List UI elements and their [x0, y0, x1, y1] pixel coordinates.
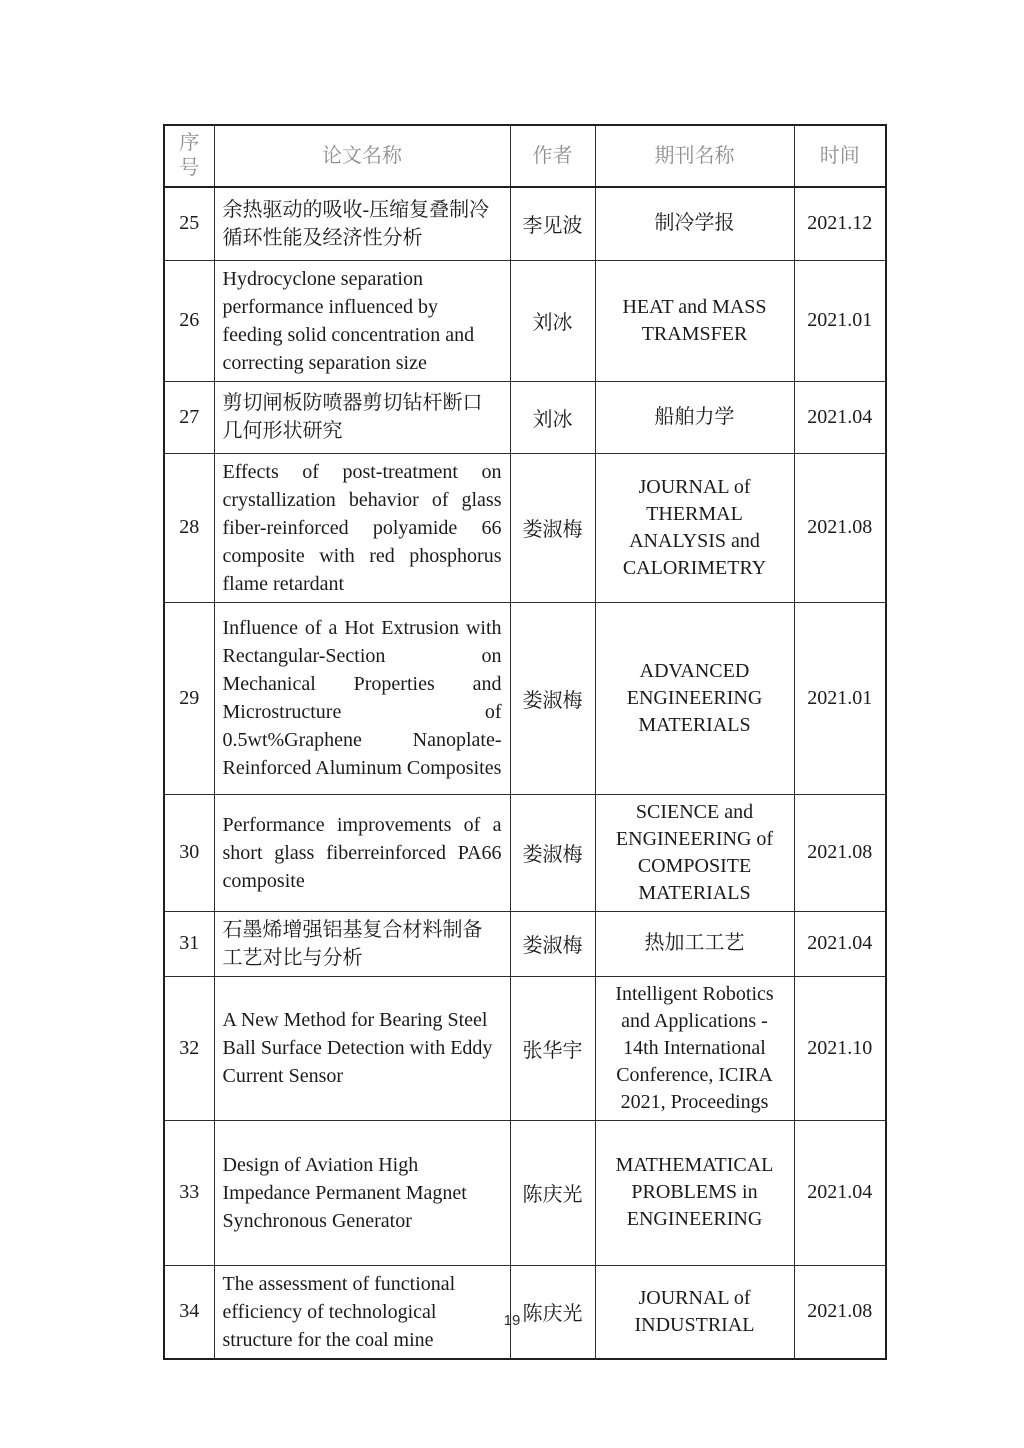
- cell-author: 李见波: [510, 187, 595, 260]
- cell-serial-number: 31: [164, 911, 214, 976]
- cell-date: 2021.01: [794, 260, 886, 381]
- table-row: [164, 187, 886, 260]
- table-row: [164, 453, 886, 602]
- cell-author: 娄淑梅: [510, 911, 595, 976]
- cell-journal-name: MATHEMATICAL PROBLEMS in ENGINEERING: [595, 1120, 794, 1265]
- page-number: 19: [503, 1312, 521, 1329]
- cell-paper-title: 余热驱动的吸收-压缩复叠制冷循环性能及经济性分析: [214, 187, 510, 260]
- cell-serial-number: 26: [164, 260, 214, 381]
- cell-date: 2021.08: [794, 1265, 886, 1359]
- cell-author: 张华宇: [510, 976, 595, 1120]
- cell-date: 2021.04: [794, 1120, 886, 1265]
- cell-journal-name: 热加工工艺: [595, 911, 794, 976]
- cell-author: 刘冰: [510, 260, 595, 381]
- cell-paper-title: Performance improvements of a short glass fiberreinforced PA66 composite: [214, 794, 510, 911]
- cell-paper-title: The assessment of functional efficiency of technological structure for the coal mine: [214, 1265, 510, 1359]
- cell-paper-title: 剪切闸板防喷器剪切钻杆断口几何形状研究: [214, 381, 510, 453]
- cell-date: 2021.01: [794, 602, 886, 794]
- cell-serial-number: 29: [164, 602, 214, 794]
- cell-journal-name: SCIENCE and ENGINEERING of COMPOSITE MATERIALS: [595, 794, 794, 911]
- cell-serial-number: 33: [164, 1120, 214, 1265]
- cell-paper-title: A New Method for Bearing Steel Ball Surface Detection with Eddy Current Sensor: [214, 976, 510, 1120]
- cell-serial-number: 32: [164, 976, 214, 1120]
- cell-date: 2021.08: [794, 453, 886, 602]
- cell-author: 娄淑梅: [510, 453, 595, 602]
- table-row: [164, 911, 886, 976]
- cell-paper-title: Design of Aviation High Impedance Permanent Magnet Synchronous Generator: [214, 1120, 510, 1265]
- cell-date: 2021.04: [794, 911, 886, 976]
- cell-date: 2021.10: [794, 976, 886, 1120]
- header-serial-number-label: 序号: [179, 132, 200, 179]
- table-row: [164, 976, 886, 1120]
- cell-date: 2021.08: [794, 794, 886, 911]
- cell-serial-number: 27: [164, 381, 214, 453]
- cell-date: 2021.12: [794, 187, 886, 260]
- cell-serial-number: 34: [164, 1265, 214, 1359]
- table-row: [164, 381, 886, 453]
- table-row: [164, 794, 886, 911]
- cell-author: 刘冰: [510, 381, 595, 453]
- header-serial-number: [164, 125, 214, 187]
- cell-author: 陈庆光: [510, 1120, 595, 1265]
- cell-journal-name: HEAT and MASS TRAMSFER: [595, 260, 794, 381]
- cell-author: 陈庆光: [510, 1265, 595, 1359]
- table-header: [164, 125, 886, 187]
- cell-serial-number: 25: [164, 187, 214, 260]
- cell-date: 2021.04: [794, 381, 886, 453]
- cell-journal-name: JOURNAL of INDUSTRIAL: [595, 1265, 794, 1359]
- cell-journal-name: Intelligent Robotics and Applications - 14th International Conference, ICIRA 2021, Proceedings: [595, 976, 794, 1120]
- cell-journal-name: 制冷学报: [595, 187, 794, 260]
- publications-table: [163, 124, 887, 1360]
- table-row: [164, 1120, 886, 1265]
- header-row: [164, 125, 886, 187]
- cell-serial-number: 28: [164, 453, 214, 602]
- header-author: 作者: [510, 125, 595, 187]
- cell-paper-title: Influence of a Hot Extrusion with Rectangular-Section on Mechanical Properties and Microstructure of 0.5wt%Graphene Nanoplate-Reinforced Aluminum Composites: [214, 602, 510, 794]
- cell-paper-title: 石墨烯增强铝基复合材料制备工艺对比与分析: [214, 911, 510, 976]
- cell-journal-name: 船舶力学: [595, 381, 794, 453]
- cell-paper-title: Effects of post-treatment on crystallization behavior of glass fiber-reinforced polyamide 66 composite with red phosphorus flame retardant: [214, 453, 510, 602]
- table-body: [164, 187, 886, 1359]
- cell-journal-name: JOURNAL of THERMAL ANALYSIS and CALORIMETRY: [595, 453, 794, 602]
- cell-serial-number: 30: [164, 794, 214, 911]
- cell-journal-name: ADVANCED ENGINEERING MATERIALS: [595, 602, 794, 794]
- table-row: [164, 602, 886, 794]
- table-row: [164, 260, 886, 381]
- header-date: 时间: [794, 125, 886, 187]
- cell-author: 娄淑梅: [510, 602, 595, 794]
- cell-paper-title: Hydrocyclone separation performance influenced by feeding solid concentration and correcting separation size: [214, 260, 510, 381]
- header-journal-name: 期刊名称: [595, 125, 794, 187]
- header-paper-title: 论文名称: [214, 125, 510, 187]
- cell-author: 娄淑梅: [510, 794, 595, 911]
